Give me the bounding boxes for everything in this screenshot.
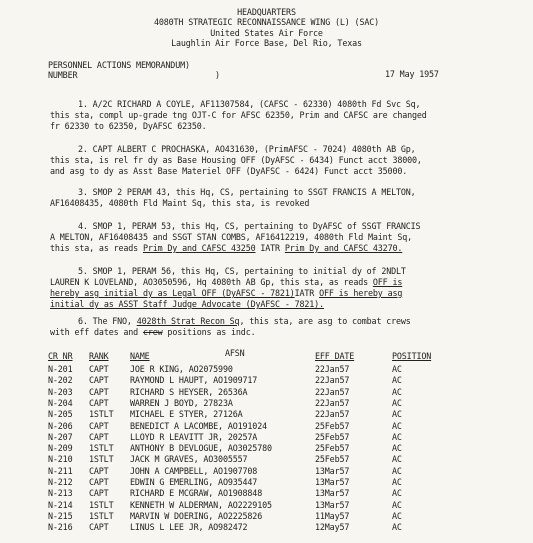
p6-tail: , this sta, are asg to combat crews (239, 316, 411, 326)
row-position: AC (392, 477, 402, 487)
row-name-afsn: JOHN A CAMPBELL, AO1907708 (130, 465, 258, 476)
row-position: AC (392, 522, 402, 533)
p3-line2: AF16408435, 4080th Fld Maint Sq, this sta, is revoked (50, 198, 310, 208)
row-position: AC (392, 386, 402, 397)
col-header-rank: RANK (89, 351, 109, 361)
row-eff-date: 25Feb57 (315, 454, 350, 465)
p5-iatr: IATR (294, 288, 320, 298)
row-position: AC (392, 431, 402, 442)
row-position: AC (392, 454, 402, 465)
p5-line4 (50, 299, 324, 309)
memo-title: PERSONNEL ACTIONS MEMORANDUM) (48, 60, 190, 70)
row-position: AC (392, 499, 402, 510)
row-eff-date: 25Feb57 (315, 443, 350, 454)
row-name-afsn: BENEDICT A LACOMBE, AO191024 (130, 420, 267, 431)
row-rank: 1STLT (89, 409, 114, 420)
row-rank: CAPT (89, 397, 109, 408)
row-eff-date: 25Feb57 (315, 420, 350, 431)
p2-line3: and asg to dy as Asst Base Materiel OFF (DyAFSC - 6424) Funct acct 35000. (50, 166, 408, 176)
p6-line2-text: with eff dates and (50, 327, 143, 337)
row-crew-number: N-210 (48, 454, 73, 465)
p1-line1: 1. A/2C RICHARD A COYLE, AF11307584, (CAFSC - 62330) 4080th Fd Svc Sq, (78, 99, 421, 109)
row-name-afsn: EDWIN G EMERLING, AO935447 (130, 477, 258, 487)
row-position: AC (392, 510, 402, 521)
header-hq: HEADQUARTERS (237, 7, 296, 17)
row-rank: CAPT (89, 375, 109, 386)
row-rank: CAPT (89, 465, 109, 476)
memo-number-label: NUMBER (48, 70, 78, 80)
row-crew-number: N-202 (48, 375, 73, 386)
p5-underline-4: initial dy as ASST Staff Judge Advocate (DyAFSC - 7821). (50, 299, 324, 309)
row-eff-date: 22Jan57 (315, 364, 350, 374)
row-name-afsn: RAYMOND L HAUPT, AO1909717 (130, 375, 258, 386)
row-crew-number: N-213 (48, 488, 73, 499)
p5-line2 (50, 277, 402, 287)
p3-line1: 3. SMOP 2 PERAM 43, this Hq, CS, pertaining to SSGT FRANCIS A MELTON, (78, 187, 416, 197)
p2-line2: this sta, is rel fr dy as Base Housing OFF (DyAFSC - 6434) Funct acct 38000, (50, 155, 422, 165)
row-position: AC (392, 375, 402, 386)
row-crew-number: N-205 (48, 409, 73, 420)
p4-underline-1: Prim Dy and CAFSC 43250 (142, 243, 256, 253)
row-crew-number: N-204 (48, 397, 73, 408)
row-name-afsn: LLOYD R LEAVITT JR, 20257A (130, 431, 258, 442)
row-name-afsn: RICHARD S HEYSER, 26536A (130, 386, 248, 397)
p5-underline-1: OFF is (372, 277, 403, 287)
p5-line2-text: LAUREN K LOVELAND, AO3050596, Hq 4080th AB Gp, this sta, as reads (50, 277, 373, 287)
row-crew-number: N-211 (48, 465, 73, 476)
row-crew-number: N-216 (48, 522, 73, 533)
row-eff-date: 22Jan57 (315, 409, 350, 420)
row-eff-date: 13Mar57 (315, 488, 350, 499)
row-eff-date: 13Mar57 (315, 499, 350, 510)
row-rank: CAPT (89, 431, 109, 442)
row-name-afsn: MICHAEL E STYER, 27126A (130, 409, 243, 420)
row-name-afsn: WARREN J BOYD, 27823A (130, 397, 233, 408)
row-rank: 1STLT (89, 454, 114, 465)
row-position: AC (392, 488, 402, 499)
header-wing: 4080TH STRATEGIC RECONNAISSANCE WING (L) (SAC) (153, 17, 380, 27)
p6-struck-word: crew (142, 327, 163, 337)
row-crew-number: N-212 (48, 477, 73, 487)
p6-intro: 6. The FNO, (78, 316, 137, 326)
row-rank: CAPT (89, 420, 109, 431)
row-position: AC (392, 364, 402, 374)
row-rank: 1STLT (89, 499, 114, 510)
p2-line1: 2. CAPT ALBERT C PROCHASKA, AO431630, (PrimAFSC - 7024) 4080th AB Gp, (78, 144, 416, 154)
row-eff-date: 22Jan57 (315, 386, 350, 397)
header-usaf: United States Air Force (210, 28, 323, 38)
p6-line2-end: positions as indc. (162, 327, 256, 337)
p4-line1: 4. SMOP 1, PERAM 53, this Hq, CS, pertaining to DyAFSC of SSGT FRANCIS (78, 221, 421, 231)
row-position: AC (392, 420, 402, 431)
col-header-afsn: AFSN (225, 348, 245, 358)
memo-date: 17 May 1957 (385, 69, 439, 79)
row-crew-number: N-207 (48, 431, 73, 442)
row-rank: CAPT (89, 386, 109, 397)
row-rank: CAPT (89, 488, 109, 499)
row-rank: 1STLT (89, 443, 114, 454)
row-name-afsn: ANTHONY B DEVLOGUE, AO3025780 (130, 443, 272, 454)
row-eff-date: 12May57 (315, 522, 350, 533)
row-rank: CAPT (89, 364, 109, 374)
p5-line3 (50, 288, 402, 298)
row-name-afsn: LINUS L LEE JR, AO982472 (130, 522, 248, 533)
p1-line2: this sta, compl up-grade tng OJT-C for AFSC 62350, Prim and CAFSC are changed (50, 110, 427, 120)
row-rank: CAPT (89, 522, 109, 533)
p5-line1: 5. SMOP 1, PERAM 56, this Hq, CS, pertaining to initial dy of 2NDLT (78, 266, 406, 276)
row-crew-number: N-215 (48, 510, 73, 521)
row-position: AC (392, 409, 402, 420)
row-eff-date: 13Mar57 (315, 465, 350, 476)
row-eff-date: 22Jan57 (315, 375, 350, 386)
row-crew-number: N-203 (48, 386, 73, 397)
p5-underline-3: OFF is hereby asg (319, 288, 403, 298)
row-eff-date: 11May57 (315, 510, 350, 521)
memo-number-close: ) (215, 70, 220, 80)
p6-line1 (78, 316, 411, 326)
row-crew-number: N-206 (48, 420, 73, 431)
row-name-afsn: RICHARD E MCGRAW, AO1908848 (130, 488, 263, 499)
row-crew-number: N-201 (48, 364, 73, 374)
col-header-name: NAME (130, 351, 150, 361)
row-eff-date: 13Mar57 (315, 477, 350, 487)
row-position: AC (392, 397, 402, 408)
p4-line3 (50, 243, 402, 253)
row-name-afsn: KENNETH W ALDERMAN, AO2229105 (130, 499, 272, 510)
p4-line3-text: this sta, as reads (50, 243, 143, 253)
p1-line3: fr 62330 to 62350, DyAFSC 62350. (50, 121, 207, 131)
p6-unit: 4028th Strat Recon Sq (136, 316, 240, 326)
row-name-afsn: MARVIN W DOERING, AO2225826 (130, 510, 263, 521)
row-name-afsn: JACK M GRAVES, AO3005557 (130, 454, 248, 465)
col-header-position: POSITION (392, 351, 432, 361)
row-name-afsn: JOE R KING, AO2075990 (130, 364, 233, 374)
p4-line2: A MELTON, AF16408435 and SSGT STAN COMBS, AF16412219, 4080th Fld Maint Sq, (50, 232, 413, 242)
row-crew-number: N-209 (48, 443, 73, 454)
row-eff-date: 25Feb57 (315, 431, 350, 442)
p4-iatr: IATR (255, 243, 285, 253)
p5-underline-2: hereby asg initial dy as Legal OFF (DyAFSC - 7821) (50, 288, 295, 298)
header-base: Laughlin Air Force Base, Del Rio, Texas (171, 38, 362, 48)
p4-underline-2: Prim Dy and CAFSC 43270. (284, 243, 403, 253)
col-header-cr-nr: CR NR (48, 351, 73, 361)
p6-line2 (50, 327, 255, 337)
row-rank: CAPT (89, 477, 109, 487)
row-crew-number: N-214 (48, 499, 73, 510)
row-rank: 1STLT (89, 510, 114, 521)
row-eff-date: 22Jan57 (315, 397, 350, 408)
col-header-eff-date: EFF DATE (315, 351, 355, 361)
row-position: AC (392, 465, 402, 476)
row-position: AC (392, 443, 402, 454)
